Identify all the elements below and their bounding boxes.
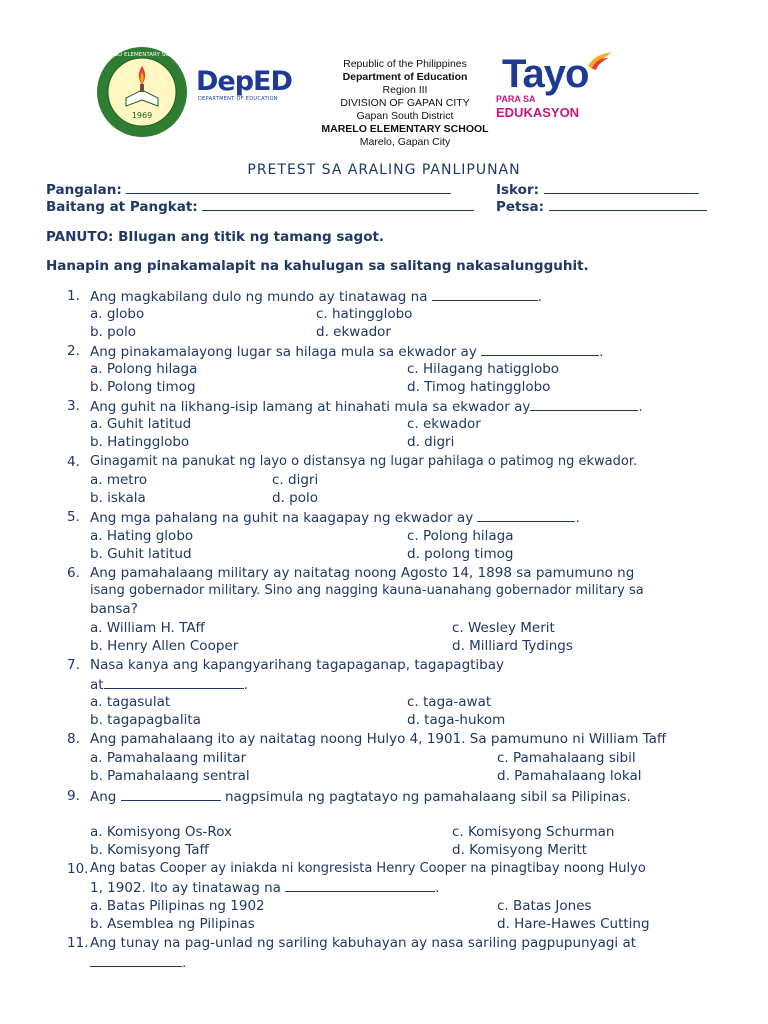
question-number: 4. <box>67 454 80 470</box>
choice[interactable]: d. Komisyong Meritt <box>452 842 588 858</box>
question-number: 10. <box>67 861 89 877</box>
question-text: 1, 1902. Ito ay tinatawag na . <box>90 880 440 896</box>
choice[interactable]: d. taga-hukom <box>407 712 506 728</box>
choice[interactable]: b. polo <box>90 324 136 340</box>
question-number: 2. <box>67 343 80 359</box>
pangalan-label: Pangalan: <box>46 182 122 198</box>
choice[interactable]: d. polo <box>272 490 318 506</box>
choice[interactable]: a. Batas Pilipinas ng 1902 <box>90 898 265 914</box>
answer-blank[interactable] <box>285 879 435 892</box>
sub-instructions: Hanapin ang pinakamalapit na kahulugan sa salitang nakasalungguhit. <box>46 258 589 274</box>
baitang-field <box>46 198 474 215</box>
choice[interactable]: d. polong timog <box>407 546 514 562</box>
question-number: 9. <box>67 788 80 804</box>
choice[interactable]: c. ekwador <box>407 416 481 432</box>
question-number: 11. <box>67 935 89 951</box>
svg-text:MARELO ELEMENTARY SCHOOL: MARELO ELEMENTARY SCHOOL <box>99 52 185 58</box>
choice[interactable]: c. Wesley Merit <box>452 620 555 636</box>
answer-blank[interactable] <box>530 398 638 411</box>
question-text: Ang guhit na likhang-isip lamang at hinahati mula sa ekwador ay . <box>90 399 643 415</box>
agency-line: Gapan South District <box>356 110 454 122</box>
choice[interactable]: a. Guhit latitud <box>90 416 192 432</box>
question-text: Ginagamit na panukat ng layo o distansya ng lugar pahilaga o patimog ng ekwador. <box>90 454 638 469</box>
question-text: at . <box>90 677 248 693</box>
question-text: isang gobernador military. Sino ang nagging kauna-uanahang gobernador military sa <box>90 583 644 598</box>
answer-blank[interactable] <box>104 676 244 689</box>
letterhead <box>0 0 768 160</box>
choice[interactable]: b. Komisyong Taff <box>90 842 209 858</box>
tayo-line1: PARA SA <box>496 94 536 104</box>
answer-blank[interactable] <box>477 509 575 522</box>
question-number: 7. <box>67 657 80 673</box>
answer-blank[interactable] <box>90 954 182 967</box>
question-number: 1. <box>67 288 80 304</box>
pangalan-blank[interactable] <box>126 181 451 194</box>
question-number: 3. <box>67 398 80 414</box>
choice[interactable]: b. Henry Allen Cooper <box>90 638 239 654</box>
question-text: Ang magkabilang dulo ng mundo ay tinatawag na . <box>90 289 543 305</box>
page-title: PRETEST SA ARALING PANLIPUNAN <box>247 162 521 178</box>
petsa-blank[interactable] <box>549 198 707 211</box>
agency-line: Department of Education <box>342 71 468 83</box>
question-text: Ang tunay na pag-unlad ng sariling kabuhayan ay nasa sariling pagpupunyagi at <box>90 935 637 951</box>
iskor-blank[interactable] <box>544 181 699 194</box>
question-text: Ang nagpsimula ng pagtatayo ng pamahalaang sibil sa Pilipinas. <box>90 789 631 805</box>
choice[interactable]: c. taga-awat <box>407 694 492 710</box>
agency-address-block <box>305 58 505 149</box>
tayo-word: Tayo <box>502 52 589 96</box>
school-seal-logo <box>96 46 188 138</box>
choice[interactable]: d. ekwador <box>316 324 391 340</box>
tayo-para-sa-edukasyon-logo <box>492 50 622 126</box>
choice[interactable]: c. Polong hilaga <box>407 528 514 544</box>
iskor-field <box>496 181 699 198</box>
choice[interactable]: a. tagasulat <box>90 694 171 710</box>
petsa-field <box>496 198 707 215</box>
choice[interactable]: a. metro <box>90 472 148 488</box>
answer-blank[interactable] <box>121 788 221 801</box>
choice[interactable]: b. Asemblea ng Pilipinas <box>90 916 255 932</box>
question-number: 5. <box>67 509 80 525</box>
choice[interactable]: c. hatingglobo <box>316 306 413 322</box>
question-text: . <box>90 954 186 971</box>
choice[interactable]: d. Milliard Tydings <box>452 638 573 654</box>
pangalan-field <box>46 181 451 198</box>
question-text: Ang batas Cooper ay iniakda ni kongresista Henry Cooper na pinagtibay noong Hulyo <box>90 861 646 876</box>
baitang-blank[interactable] <box>202 198 474 211</box>
iskor-label: Iskor: <box>496 182 540 198</box>
choice[interactable]: b. tagapagbalita <box>90 712 201 728</box>
choice[interactable]: c. Batas Jones <box>497 898 592 914</box>
choice[interactable]: a. Komisyong Os-Rox <box>90 824 233 840</box>
answer-blank[interactable] <box>481 343 599 356</box>
choice[interactable]: d. Pamahalaang lokal <box>497 768 642 784</box>
question-text: Ang pamahalaang military ay naitatag noong Agosto 14, 1898 sa pamumuno ng <box>90 565 635 581</box>
agency-line: Marelo, Gapan City <box>359 136 451 148</box>
agency-line: Republic of the Philippines <box>343 58 467 70</box>
choice[interactable]: d. Hare-Hawes Cutting <box>497 916 650 932</box>
question-text: Ang pinakamalayong lugar sa hilaga mula sa ekwador ay . <box>90 344 604 360</box>
agency-line: MARELO ELEMENTARY SCHOOL <box>321 123 489 135</box>
choice[interactable]: a. globo <box>90 306 145 322</box>
question-text: Ang mga pahalang na guhit na kaagapay ng ekwador ay . <box>90 510 580 526</box>
deped-logo-subtitle: DEPARTMENT OF EDUCATION <box>198 96 278 102</box>
choice[interactable]: a. Hating globo <box>90 528 194 544</box>
star-icon <box>584 50 614 72</box>
choice[interactable]: b. iskala <box>90 490 146 506</box>
question-text: Ang pamahalaang ito ay naitatag noong Hulyo 4, 1901. Sa pamumuno ni William Taff <box>90 731 667 747</box>
instructions: PANUTO: BIlugan ang titik ng tamang sagot. <box>46 229 385 245</box>
baitang-label: Baitang at Pangkat: <box>46 199 198 215</box>
deped-logo <box>196 66 300 106</box>
choice[interactable]: b. Guhit latitud <box>90 546 192 562</box>
choice[interactable]: a. William H. TAff <box>90 620 205 636</box>
choice[interactable]: d. Timog hatingglobo <box>407 379 551 395</box>
tayo-line2: EDUKASYON <box>496 105 580 120</box>
choice[interactable]: b. Pamahalaang sentral <box>90 768 250 784</box>
agency-line: Region III <box>382 84 428 96</box>
petsa-label: Petsa: <box>496 199 545 215</box>
answer-blank[interactable] <box>432 288 538 301</box>
question-number: 6. <box>67 565 80 581</box>
svg-text:1969: 1969 <box>131 111 153 120</box>
agency-line: DIVISION OF GAPAN CITY <box>340 97 470 109</box>
choice[interactable]: a. Pamahalaang militar <box>90 750 247 766</box>
question-number: 8. <box>67 731 80 747</box>
choice[interactable]: b. Polong timog <box>90 379 196 395</box>
choice[interactable]: b. Hatingglobo <box>90 434 190 450</box>
question-text: Nasa kanya ang kapangyarihang tagapaganap, tagapagtibay <box>90 657 505 673</box>
choice[interactable]: d. digri <box>407 434 455 450</box>
choice[interactable]: a. Polong hilaga <box>90 361 198 377</box>
choice[interactable]: c. Komisyong Schurman <box>452 824 615 840</box>
question-text: bansa? <box>90 601 138 617</box>
choice[interactable]: c. Hilagang hatigglobo <box>407 361 560 377</box>
deped-logo-word: DepED <box>196 66 292 97</box>
choice[interactable]: c. digri <box>272 472 319 488</box>
choice[interactable]: c. Pamahalaang sibil <box>497 750 636 766</box>
